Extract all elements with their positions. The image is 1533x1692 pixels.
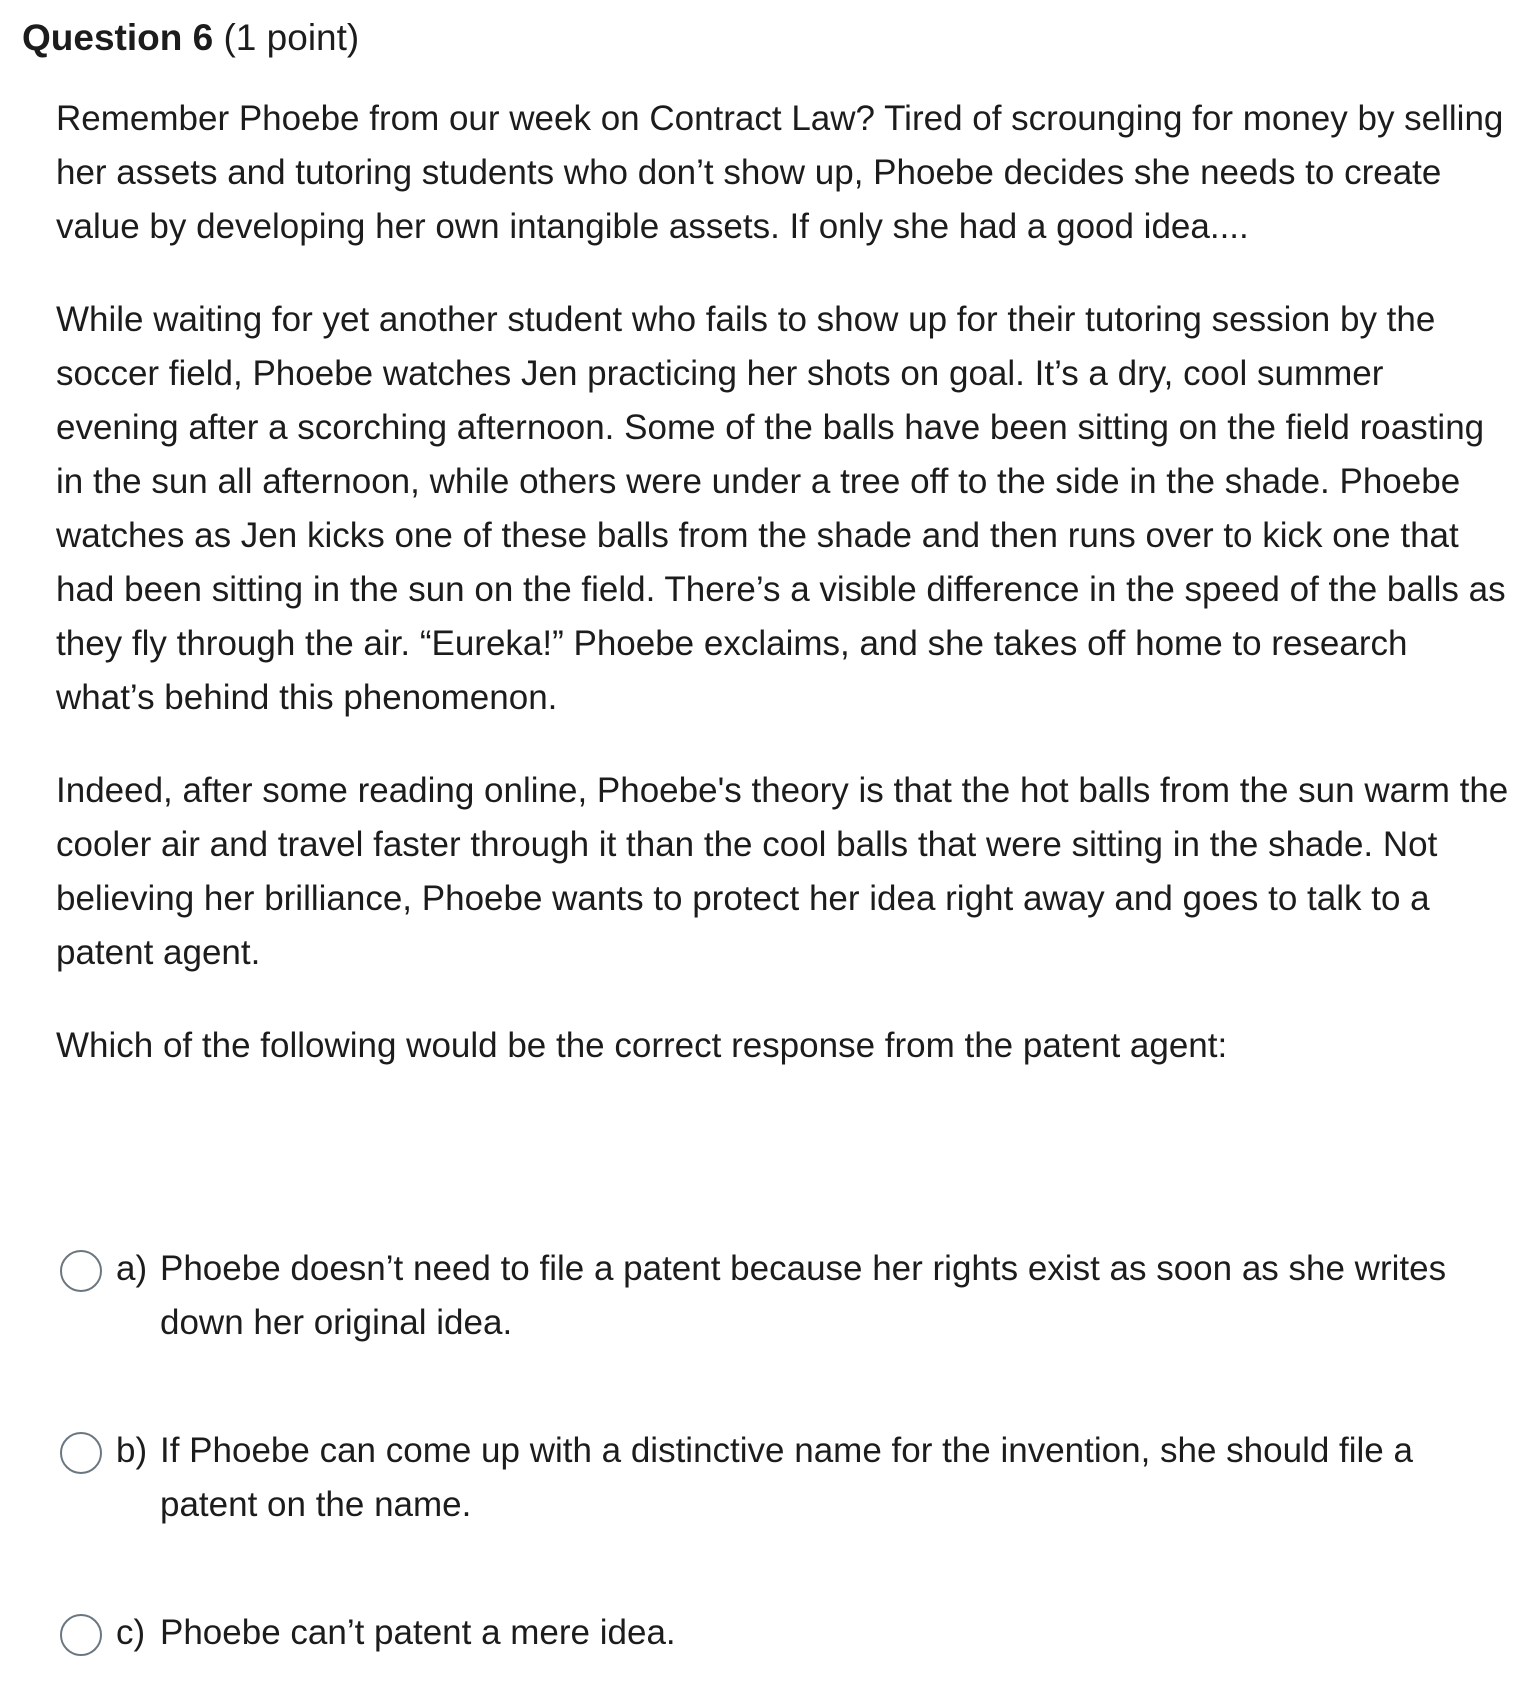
answer-text-a <box>116 1242 1510 1350</box>
question-paragraph: While waiting for yet another student who fails to show up for their tutoring session by the soccer field, Phoebe watches Jen practicing her shots on goal. It’s a dry, cool summer evening after a scorching afternoon. Some of the balls have been sitting on the field roasting in the sun all afternoon, while others were under a tree off to the side in the shade. Phoebe watches as Jen kicks one of these balls from the shade and then runs over to kick one that had been sitting in the sun on the field. There’s a visible difference in the speed of the balls as they fly through the air. “Eureka!” Phoebe exclaims, and she takes off home to research what’s behind this phenomenon. <box>56 300 1506 717</box>
question-paragraph: Indeed, after some reading online, Phoebe's theory is that the hot balls from the sun warm the cooler air and travel faster through it than the cool balls that were sitting in the shade. Not believing her brilliance, Phoebe wants to protect her idea right away and goes to talk to a patent agent. <box>56 771 1509 972</box>
radio-button-a[interactable] <box>60 1250 102 1292</box>
answer-label: Phoebe can’t patent a mere idea. <box>160 1613 676 1652</box>
radio-button-c[interactable] <box>60 1614 102 1656</box>
answer-option-b[interactable] <box>60 1432 1510 1532</box>
answer-letter: b) <box>116 1431 148 1470</box>
answer-label: If Phoebe can come up with a distinctive name for the invention, she should file a patent on the name. <box>160 1431 1413 1524</box>
answer-label: Phoebe doesn’t need to file a patent because her rights exist as soon as she writes down her original idea. <box>160 1249 1447 1342</box>
answer-text-b <box>116 1424 1510 1532</box>
answer-option-c[interactable] <box>60 1614 1510 1660</box>
answer-option-a[interactable] <box>60 1250 1510 1350</box>
question-prompt: Which of the following would be the correct response from the patent agent: <box>56 1026 1228 1065</box>
question-body <box>56 92 1511 1073</box>
answer-letter: a) <box>116 1249 148 1288</box>
answer-letter: c) <box>116 1613 146 1652</box>
question-header <box>22 14 359 62</box>
question-points: (1 point) <box>223 17 360 58</box>
answer-text-c <box>116 1606 1510 1660</box>
question-paragraph: Remember Phoebe from our week on Contract Law? Tired of scrounging for money by selling her assets and tutoring students who don’t show up, Phoebe decides she needs to create value by developing her own intangible assets. If only she had a good idea.... <box>56 99 1504 246</box>
question-title: Question 6 <box>22 17 214 58</box>
radio-button-b[interactable] <box>60 1432 102 1474</box>
